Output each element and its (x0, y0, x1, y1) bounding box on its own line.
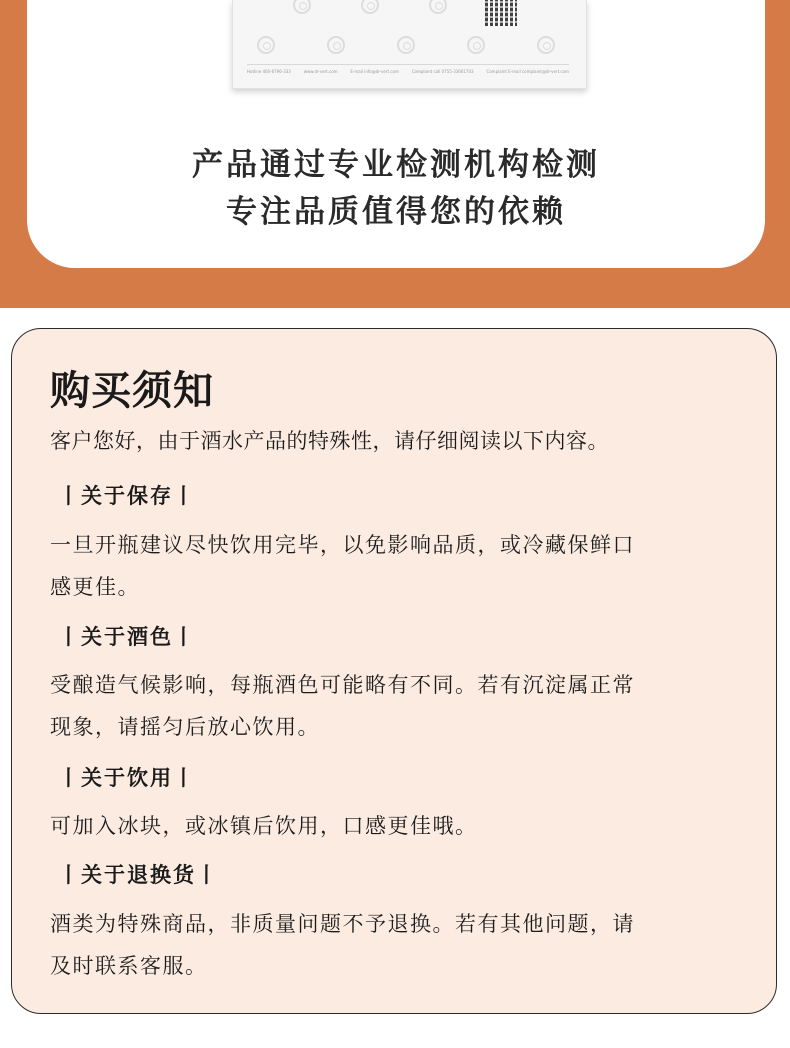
section-line: 酒类为特殊商品，非质量问题不予退换。若有其他问题，请 (50, 912, 635, 936)
headline-line-1: 产品通过专业检测机构检测 (192, 147, 600, 183)
section-body-storage (50, 524, 750, 608)
inspection-certificate-image (232, 0, 587, 89)
watermark-logo-icon (397, 36, 415, 54)
certificate-footer-item: Complaint call 0755-33661703 (411, 68, 474, 74)
section-heading-drinking: 丨关于饮用丨 (58, 766, 196, 790)
section-heading-color: 丨关于酒色丨 (58, 625, 196, 649)
purchase-notice-card (11, 328, 777, 1014)
section-line: 现象，请摇匀后放心饮用。 (50, 715, 320, 739)
watermark-logo-icon (429, 0, 447, 14)
certificate-footer-item: E-mail info@dr-vert.com (350, 68, 399, 74)
watermark-logo-icon (257, 36, 275, 54)
watermark-logo-icon (537, 36, 555, 54)
watermark-logo-icon (327, 36, 345, 54)
section-body-drinking (50, 805, 750, 847)
section-body-color (50, 664, 750, 748)
certificate-card (27, 0, 765, 268)
section-line: 受酿造气候影响，每瓶酒色可能略有不同。若有沉淀属正常 (50, 673, 635, 697)
section-line: 一旦开瓶建议尽快饮用完毕，以免影响品质，或冷藏保鲜口 (50, 533, 635, 557)
notice-intro: 客户您好，由于酒水产品的特殊性，请仔细阅读以下内容。 (50, 429, 609, 453)
certificate-divider (247, 64, 569, 65)
watermark-logo-icon (293, 0, 311, 14)
section-heading-storage: 丨关于保存丨 (58, 484, 196, 508)
qr-code-icon (485, 0, 517, 26)
notice-title: 购买须知 (50, 367, 214, 414)
section-line: 及时联系客服。 (50, 954, 208, 978)
top-orange-band (0, 0, 790, 308)
section-heading-returns: 丨关于退换货丨 (58, 863, 219, 887)
certificate-footer (247, 67, 569, 75)
headline-line-2: 专注品质值得您的依赖 (226, 194, 566, 230)
watermark-logo-icon (361, 0, 379, 14)
section-body-returns (50, 903, 750, 987)
certificate-footer-item: Complaint E-mail complaint@dr-vert.com (486, 68, 569, 74)
watermark-logo-icon (467, 36, 485, 54)
section-line: 可加入冰块，或冰镇后饮用，口感更佳哦。 (50, 814, 478, 838)
certificate-footer-item: www.dr-vert.com (303, 68, 338, 74)
section-line: 感更佳。 (50, 575, 140, 599)
certificate-footer-item: Hotline 400-6796-333 (247, 68, 291, 74)
